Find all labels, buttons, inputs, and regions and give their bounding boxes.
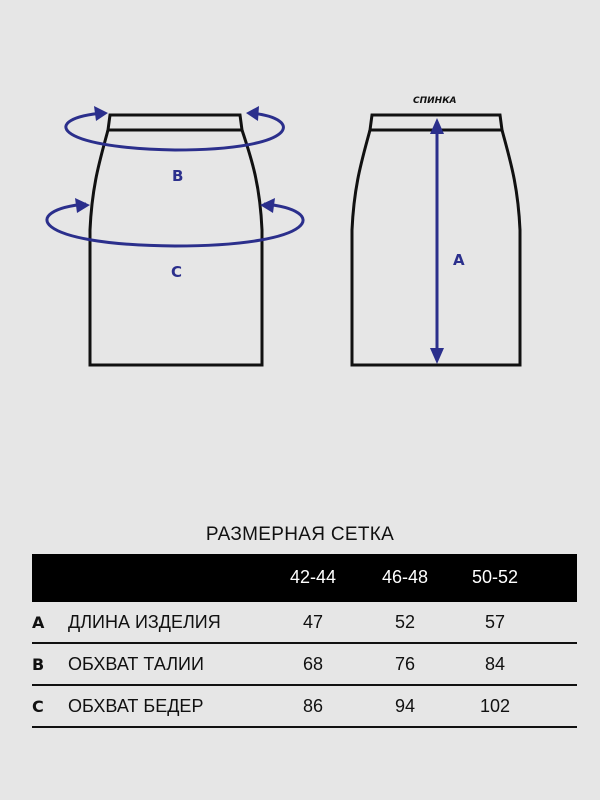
row-code: A — [32, 613, 45, 632]
skirt-front-outline — [90, 115, 262, 365]
size-table — [32, 554, 577, 728]
row-value: 47 — [302, 612, 324, 632]
waist-measure-arrow — [66, 106, 284, 150]
row-name: ОБХВАТ ТАЛИИ — [68, 654, 204, 674]
size-header: 50-52 — [471, 567, 519, 587]
size-header: 42-44 — [289, 567, 337, 587]
row-value: 52 — [394, 612, 416, 632]
row-value: 94 — [394, 696, 416, 716]
row-code: C — [32, 697, 44, 716]
size-header: 46-48 — [381, 567, 429, 587]
label-b: B — [172, 167, 184, 185]
row-value: 68 — [302, 654, 324, 674]
table-row — [32, 686, 577, 728]
row-code: B — [32, 655, 45, 674]
row-name: ДЛИНА ИЗДЕЛИЯ — [68, 612, 221, 632]
length-measure-arrow — [430, 118, 444, 364]
row-value: 57 — [484, 612, 506, 632]
table-row — [32, 602, 577, 644]
size-chart-title: РАЗМЕРНАЯ СЕТКА — [205, 524, 395, 545]
label-c: C — [171, 263, 183, 281]
row-value: 76 — [394, 654, 416, 674]
row-value: 86 — [302, 696, 324, 716]
hip-measure-arrow — [47, 198, 303, 246]
table-header — [32, 554, 577, 602]
table-row — [32, 644, 577, 686]
row-name: ОБХВАТ БЕДЕР — [68, 696, 204, 716]
row-value: 84 — [484, 654, 506, 674]
label-a: A — [453, 251, 465, 269]
back-label: СПИНКА — [413, 96, 457, 106]
row-value: 102 — [479, 696, 511, 716]
